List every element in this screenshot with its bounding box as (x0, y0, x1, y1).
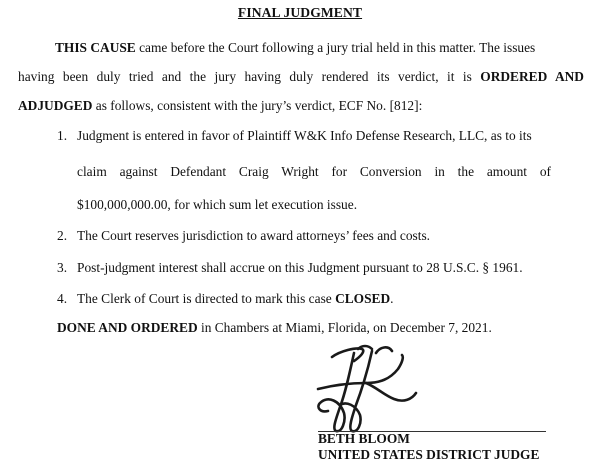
intro-line-2 (18, 69, 584, 84)
item-3-line-1: Post-judgment interest shall accrue on this Judgment pursuant to 28 U.S.C. § 1961. (77, 260, 523, 275)
item-1-line-3: $100,000,000.00, for which sum let execution issue. (77, 197, 358, 212)
item-4-period: . (390, 291, 394, 306)
intro-line-1-text: came before the Court following a jury trial held in this matter. The issues (135, 40, 536, 55)
item-1-line-2: claim against Defendant Craig Wright for Conversion in the amount of (77, 164, 551, 179)
judge-name: BETH BLOOM (318, 431, 410, 446)
item-1-number: 1. (57, 128, 68, 143)
done-and-ordered-text: DONE AND ORDERED (57, 320, 198, 335)
document-title: FINAL JUDGMENT (237, 5, 363, 20)
done-and-ordered-rest: in Chambers at Miami, Florida, on December 7, 2021. (197, 320, 492, 335)
item-4-line-1 (77, 291, 394, 306)
intro-line-1 (18, 40, 584, 55)
intro-line-3-text: as follows, consistent with the jury’s verdict, ECF No. [812]: (92, 98, 423, 113)
ordered-and-text: ORDERED AND (480, 69, 584, 84)
item-2-line-1: The Court reserves jurisdiction to award attorneys’ fees and costs. (77, 228, 431, 243)
adjudged-text: ADJUDGED (18, 98, 93, 113)
item-1-line-1: Judgment is entered in favor of Plaintiff W&K Info Defense Research, LLC, as to its (77, 128, 532, 143)
handwritten-signature (310, 343, 420, 435)
done-and-ordered-line (57, 320, 577, 335)
this-cause-text: THIS CAUSE (55, 40, 136, 55)
item-4-number: 4. (57, 291, 68, 306)
intro-line-2-text: having been duly tried and the jury having duly rendered its verdict, it is (18, 69, 481, 84)
closed-text: CLOSED (335, 291, 391, 306)
item-4-text: The Clerk of Court is directed to mark this case (77, 291, 336, 306)
item-2-number: 2. (57, 228, 68, 243)
intro-line-3 (18, 98, 584, 113)
item-3-number: 3. (57, 260, 68, 275)
judge-title: UNITED STATES DISTRICT JUDGE (318, 447, 540, 462)
